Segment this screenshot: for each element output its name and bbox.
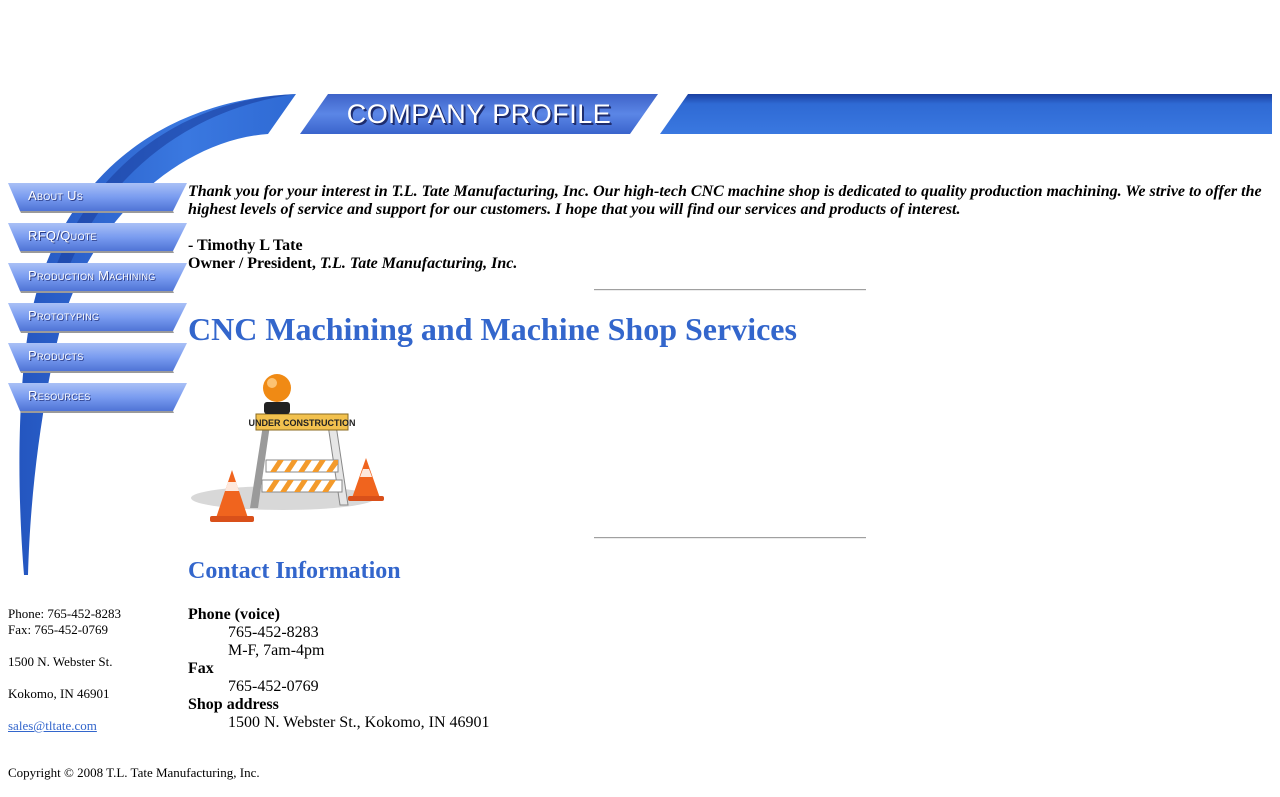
nav-resources-button[interactable] [8, 383, 187, 413]
fax-number: 765-452-0769 [228, 678, 319, 695]
signature-company: T.L. Tate Manufacturing, Inc. [319, 255, 518, 272]
sidebar-email-link[interactable]: sales@tltate.com [8, 718, 97, 733]
contact-list [188, 606, 490, 732]
sign-text: UNDER CONSTRUCTION [248, 418, 356, 428]
nav-production-machining-button[interactable] [8, 263, 187, 293]
services-heading: CNC Machining and Machine Shop Services [188, 311, 797, 347]
divider [594, 289, 866, 291]
signature-title: Owner / President, [188, 255, 320, 272]
fax-label: Fax [188, 660, 214, 677]
nav-label: Resources [28, 388, 91, 403]
sidebar-fax: Fax: 765-452-0769 [8, 622, 109, 637]
phone-hours: M-F, 7am-4pm [228, 642, 325, 659]
signature-name: - Timothy L Tate [188, 237, 303, 254]
nav-label: Prototyping [28, 308, 100, 323]
right-band [660, 94, 1272, 134]
sidebar-phone: Phone: 765-452-8283 [8, 606, 122, 621]
sidebar-street: 1500 N. Webster St. [8, 654, 113, 669]
phone-label: Phone (voice) [188, 606, 280, 623]
nav-products-button[interactable] [8, 343, 187, 373]
nav-prototyping-button[interactable] [8, 303, 187, 333]
signature-block [188, 237, 1268, 273]
phone-number: 765-452-8283 [228, 624, 319, 641]
banner-title: COMPANY PROFILE [346, 98, 612, 129]
intro-paragraph: Thank you for your interest in T.L. Tate Manufacturing, Inc. Our high-tech CNC machine shop is dedicated to quality production machining. We strive to offer the highest levels of service and support for our customers. I hope that you will find our services and products of interest. [188, 183, 1262, 218]
nav-rfq-quote-button[interactable] [8, 223, 187, 253]
nav-label: About Us [28, 188, 84, 203]
nav-label: Products [28, 348, 84, 363]
shop-address: 1500 N. Webster St., Kokomo, IN 46901 [228, 714, 490, 731]
contact-heading: Contact Information [188, 558, 401, 584]
main-content [188, 183, 1268, 273]
copyright: Copyright © 2008 T.L. Tate Manufacturing, Inc. [8, 765, 260, 780]
sidebar-city: Kokomo, IN 46901 [8, 686, 110, 701]
under-construction-image [188, 370, 388, 525]
address-label: Shop address [188, 696, 279, 713]
nav-label: Production Machining [28, 268, 156, 283]
divider [594, 537, 866, 539]
nav-label: RFQ/Quote [28, 228, 97, 243]
sidebar-contact [8, 606, 183, 734]
nav-about-us-button[interactable] [8, 183, 187, 213]
